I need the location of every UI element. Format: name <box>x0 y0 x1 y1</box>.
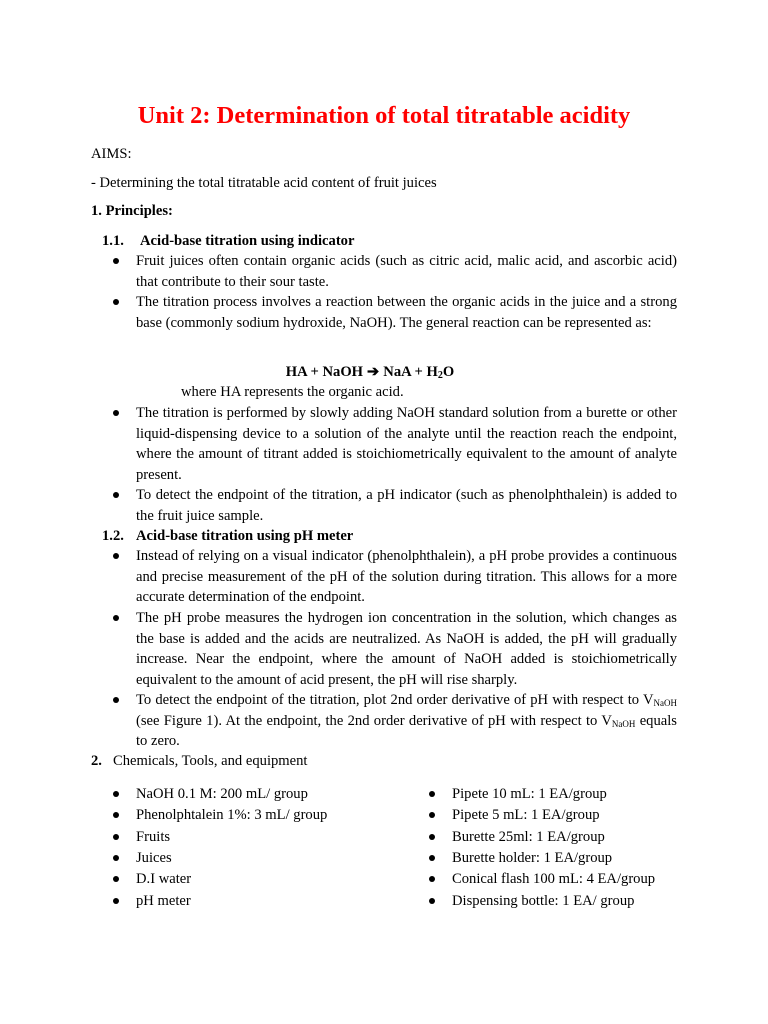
chemical-item: D.I water <box>136 871 192 888</box>
equipment-item: Pipete 10 mL: 1 EA/group <box>452 786 607 802</box>
chemical-item: NaOH 0.1 M: 200 mL/ group <box>136 786 308 802</box>
bullet-icon <box>429 898 435 904</box>
bullet-icon <box>113 410 119 416</box>
s11-bullet-3: The titration is performed by slowly adding NaOH standard solution from a burette or other liquid-dispensing device to a solution of the analyte until the reaction reach the endpoint, where the amount of titrant added is stoichiometrically equivalent to the amount of analyte present. <box>136 405 677 483</box>
bullet-icon <box>113 834 119 840</box>
reaction-arrow-icon: ➔ <box>367 364 380 380</box>
aims-text: - Determining the total titratable acid content of fruit juices <box>91 175 437 191</box>
section-2-number: 2. <box>91 753 102 769</box>
s12-bullet-3 <box>136 690 677 752</box>
equation-note: where HA represents the organic acid. <box>181 384 404 400</box>
bullet-icon <box>429 876 435 882</box>
aims-label: AIMS: <box>91 146 132 162</box>
section-2-heading: Chemicals, Tools, and equipment <box>113 753 308 769</box>
s11-bullet-2: The titration process involves a reaction between the organic acids in the juice and a strong base (commonly sodium hydroxide, NaOH). The general reaction can be represented as: <box>136 294 677 331</box>
principles-heading: 1. Principles: <box>91 203 173 219</box>
bullet-icon <box>113 553 119 559</box>
equipment-item: Conical flash 100 mL: 4 EA/group <box>452 871 656 888</box>
equation-end: O <box>442 364 455 380</box>
bullet-icon <box>113 697 119 703</box>
equipment-item: Dispensing bottle: 1 EA/ group <box>452 892 635 909</box>
s12-bullet-3-part2: (see Figure 1). At the endpoint, the 2nd order derivative of pH with respect to V <box>136 712 612 729</box>
s12-bullet-1: Instead of relying on a visual indicator (phenolphthalein), a pH probe provides a continuous and precise measurement of the pH of the solution during titration. This allows for a more accurate determination of the endpoint. <box>136 548 677 605</box>
bullet-icon <box>113 258 119 264</box>
bullet-icon <box>113 855 119 861</box>
equipment-item: Pipete 5 mL: 1 EA/group <box>452 807 600 824</box>
chemical-item: pH meter <box>136 892 191 909</box>
bullet-icon <box>113 791 119 797</box>
s12-bullet-2: The pH probe measures the hydrogen ion concentration in the solution, which changes as the base is added and the acids are neutralized. As NaOH is added, the pH will gradually increase. Near the endpoint, where the amount of NaOH added is stoichiometrically equivalent to the amount of acid present, the pH will rise sharply. <box>136 610 677 688</box>
s12-bullet-3-part3: equals to zero. <box>136 712 677 749</box>
s11-bullet-4: To detect the endpoint of the titration, a pH indicator (such as phenolphthalein) is added to the fruit juice sample. <box>136 487 677 524</box>
bullet-icon <box>113 876 119 882</box>
s12-bullet-3-v: V <box>642 692 654 708</box>
chemical-item: Phenolphtalein 1%: 3 mL/ group <box>136 807 328 824</box>
bullet-icon <box>429 855 435 861</box>
bullet-icon <box>429 812 435 818</box>
section-1-1-number: 1.1. <box>102 233 124 249</box>
bullet-icon <box>113 898 119 904</box>
equation-reactants: HA + NaOH <box>285 364 364 380</box>
page-title: Unit 2: Determination of total titratable acidity <box>137 102 631 129</box>
bullet-icon <box>429 834 435 840</box>
section-1-2-number: 1.2. <box>102 528 124 544</box>
s12-bullet-3-part1: To detect the endpoint of the titration, plot 2nd order derivative of pH with respect to <box>136 692 640 708</box>
bullet-icon <box>113 299 119 305</box>
equation-subscript: 2 <box>437 370 443 381</box>
bullet-icon <box>113 615 119 621</box>
section-1-2-heading: Acid-base titration using pH meter <box>136 528 354 544</box>
bullet-icon <box>429 791 435 797</box>
s12-bullet-3-sub: NaOH <box>653 698 677 708</box>
equation-products: NaA + H <box>383 364 438 380</box>
chemical-item: Juices <box>136 849 172 866</box>
equipment-item: Burette holder: 1 EA/group <box>452 849 613 866</box>
section-1-1-heading: Acid-base titration using indicator <box>140 233 355 249</box>
s11-bullet-1: Fruit juices often contain organic acids (such as citric acid, malic acid, and ascorbic acid) that contribute to their sour taste. <box>136 253 677 290</box>
s12-bullet-3-sub2: NaOH <box>611 718 636 729</box>
reaction-equation <box>0 362 740 383</box>
bullet-icon <box>113 812 119 818</box>
chemical-item: Fruits <box>136 828 171 845</box>
bullet-icon <box>113 492 119 498</box>
equipment-item: Burette 25ml: 1 EA/group <box>452 828 605 845</box>
